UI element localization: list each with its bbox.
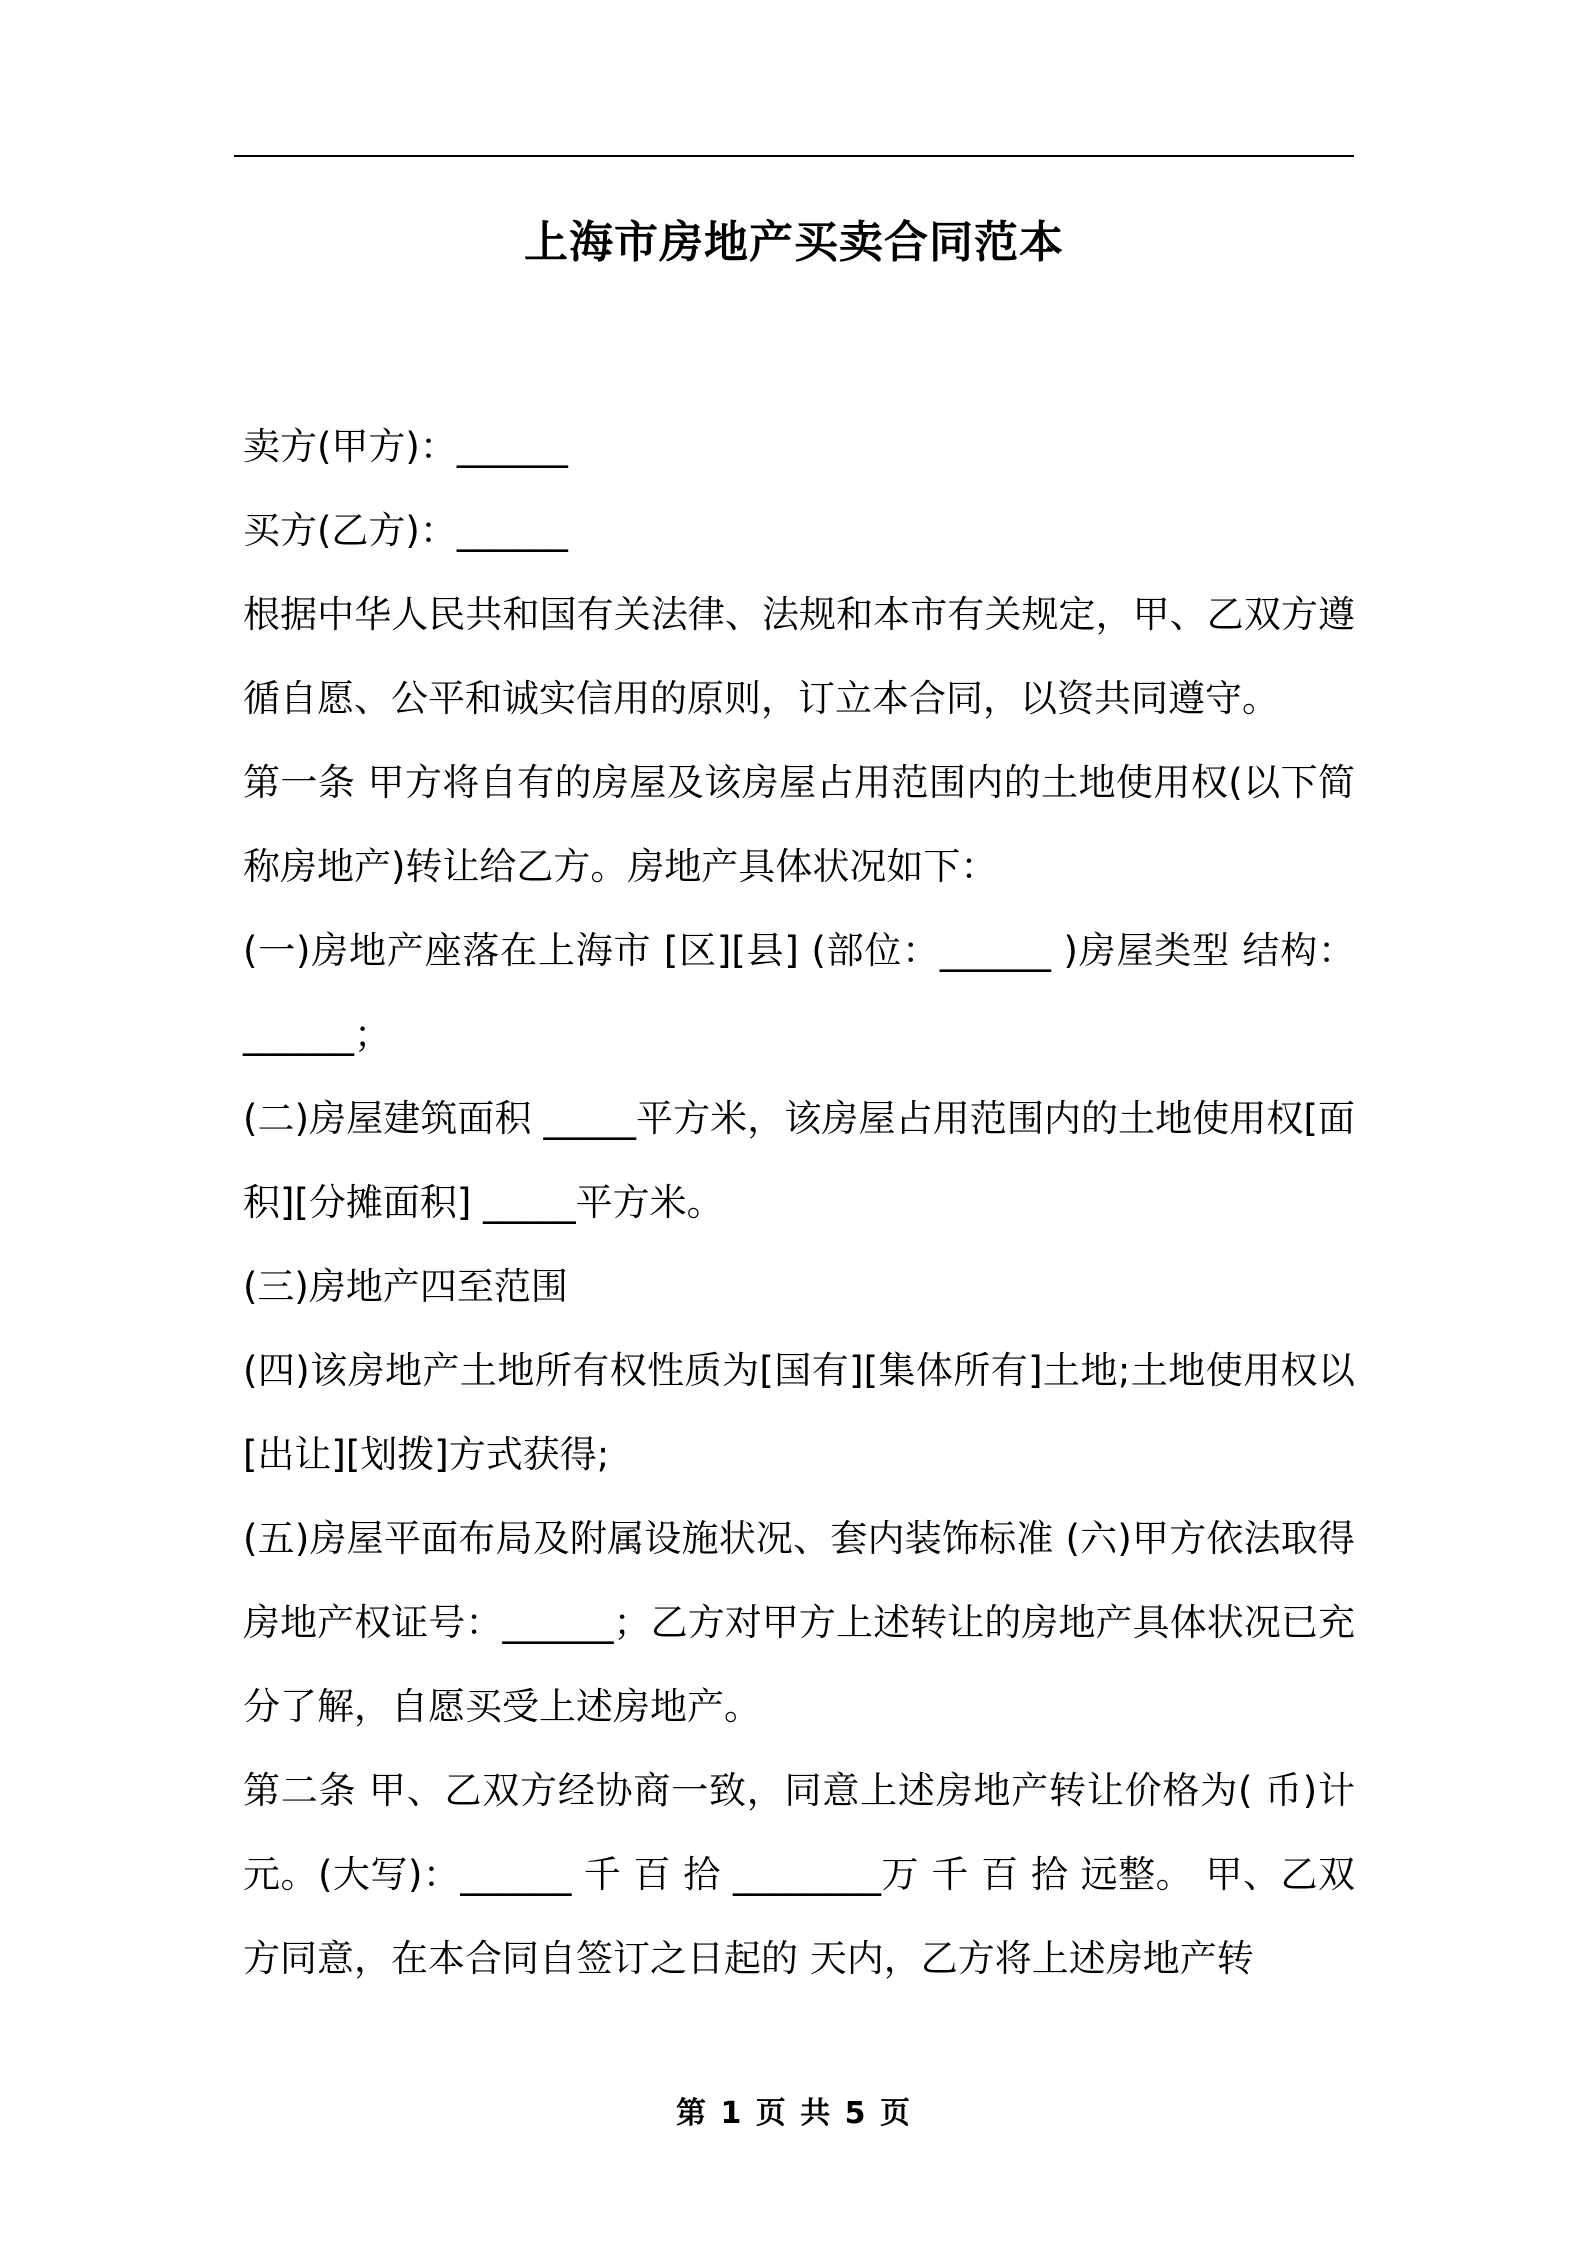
article-1-paragraph: 第一条 甲方将自有的房屋及该房屋占用范围内的土地使用权(以下简称房地产)转让给乙方。房地产具体状况如下： <box>243 761 1355 888</box>
clause-4-land-ownership: (四)该房地产土地所有权性质为[国有][集体所有]土地;土地使用权以[出让][划拨]方式获得; <box>243 1349 1355 1476</box>
article-2-paragraph: 第二条 甲、乙双方经协商一致，同意上述房地产转让价格为( 币)计元。(大写)：______ 千 百 拾 ________万 千 百 拾 远整。 甲、乙双方同意，在本合同自签订之日起的 天内，乙方将上述房地产转 <box>243 1769 1355 1980</box>
buyer-line: 买方(乙方)：______ <box>243 509 568 552</box>
header-rule <box>234 155 1354 157</box>
clause-5-6-layout-certificate: (五)房屋平面布局及附属设施状况、套内装饰标准 (六)甲方依法取得房地产权证号：______；乙方对甲方上述转让的房地产具体状况已充分了解，自愿买受上述房地产。 <box>243 1517 1355 1728</box>
preamble-paragraph: 根据中华人民共和国有关法律、法规和本市有关规定，甲、乙双方遵循自愿、公平和诚实信用的原则，订立本合同，以资共同遵守。 <box>243 593 1355 720</box>
document-body <box>243 405 1355 2001</box>
clause-1-location: (一)房地产座落在上海市 [区][县] (部位：______ )房屋类型 结构：______； <box>243 929 1355 1056</box>
document-title: 上海市房地产买卖合同范本 <box>524 217 1064 268</box>
clause-3-boundaries: (三)房地产四至范围 <box>243 1265 568 1308</box>
clause-2-area: (二)房屋建筑面积 _____平方米，该房屋占用范围内的土地使用权[面积][分摊面积] _____平方米。 <box>243 1097 1355 1224</box>
seller-line: 卖方(甲方)：______ <box>243 425 568 468</box>
page-number-footer: 第 1 页 共 5 页 <box>676 2096 912 2131</box>
